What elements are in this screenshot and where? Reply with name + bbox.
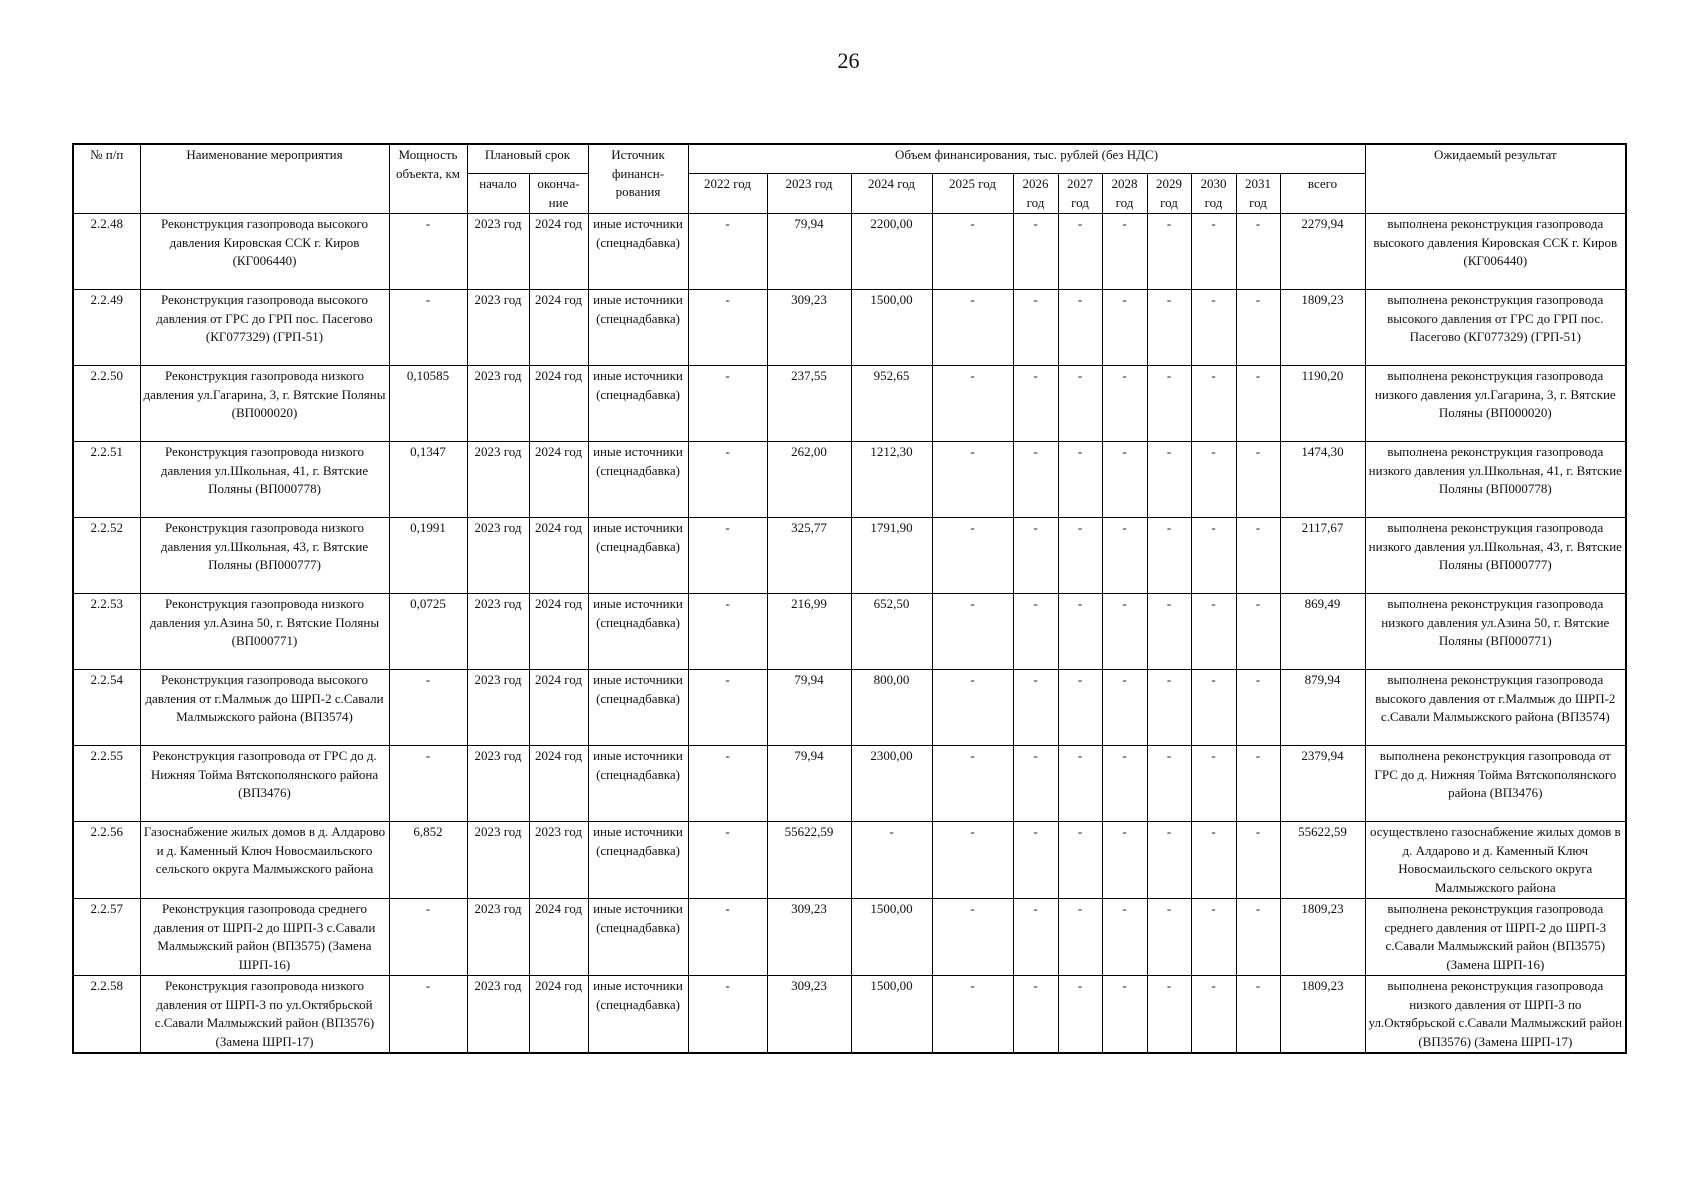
cell-y2023: 262,00 (767, 442, 851, 518)
cell-y2026: - (1013, 214, 1058, 290)
cell-y2024: - (851, 822, 932, 899)
cell-y2023: 216,99 (767, 594, 851, 670)
cell-name: Реконструкция газопровода высокого давления от г.Малмыж до ШРП-2 с.Савали Малмыжского района (ВП3574) (140, 670, 389, 746)
cell-name: Реконструкция газопровода высокого давления Кировская ССК г. Киров (КГ006440) (140, 214, 389, 290)
cell-name: Реконструкция газопровода среднего давления от ШРП-2 до ШРП-3 с.Савали Малмыжский район (ВП3575) (Замена ШРП-16) (140, 899, 389, 976)
cell-y2031: - (1236, 518, 1280, 594)
cell-result: выполнена реконструкция газопровода низкого давления ул.Школьная, 41, г. Вятские Поляны (ВП000778) (1365, 442, 1626, 518)
cell-y2029: - (1147, 746, 1191, 822)
header-start: начало (467, 174, 529, 214)
cell-end: 2023 год (529, 822, 588, 899)
table-row (73, 594, 1626, 670)
cell-total: 879,94 (1280, 670, 1365, 746)
cell-source: иные источники (спецнадбавка) (588, 670, 688, 746)
cell-y2026: - (1013, 670, 1058, 746)
cell-end: 2024 год (529, 214, 588, 290)
cell-y2024: 2300,00 (851, 746, 932, 822)
cell-y2029: - (1147, 670, 1191, 746)
cell-power: - (389, 670, 467, 746)
cell-result: выполнена реконструкция газопровода низкого давления от ШРП-3 по ул.Октябрьской с.Савали Малмыжский район (ВП3576) (Замена ШРП-17) (1365, 976, 1626, 1054)
cell-y2025: - (932, 442, 1013, 518)
cell-start: 2023 год (467, 518, 529, 594)
cell-y2030: - (1191, 822, 1236, 899)
cell-y2028: - (1102, 594, 1147, 670)
cell-y2030: - (1191, 746, 1236, 822)
header-year-2031: 2031 год (1236, 174, 1280, 214)
cell-y2027: - (1058, 290, 1102, 366)
cell-result: выполнена реконструкция газопровода низкого давления ул.Азина 50, г. Вятские Поляны (ВП000771) (1365, 594, 1626, 670)
cell-y2022: - (688, 594, 767, 670)
cell-end: 2024 год (529, 899, 588, 976)
cell-y2029: - (1147, 442, 1191, 518)
cell-end: 2024 год (529, 670, 588, 746)
cell-name: Реконструкция газопровода низкого давления от ШРП-3 по ул.Октябрьской с.Савали Малмыжский район (ВП3576) (Замена ШРП-17) (140, 976, 389, 1054)
cell-y2031: - (1236, 366, 1280, 442)
cell-y2031: - (1236, 976, 1280, 1054)
cell-y2024: 2200,00 (851, 214, 932, 290)
cell-y2024: 652,50 (851, 594, 932, 670)
cell-y2028: - (1102, 366, 1147, 442)
cell-total: 1809,23 (1280, 899, 1365, 976)
cell-y2031: - (1236, 670, 1280, 746)
cell-y2031: - (1236, 442, 1280, 518)
cell-y2029: - (1147, 822, 1191, 899)
table-row (73, 670, 1626, 746)
header-row-1 (73, 144, 1626, 174)
table-row (73, 290, 1626, 366)
cell-y2024: 1500,00 (851, 899, 932, 976)
cell-y2023: 55622,59 (767, 822, 851, 899)
header-source: Источник финансн-рования (588, 144, 688, 214)
table-container (72, 143, 1625, 1054)
header-year-2026: 2026 год (1013, 174, 1058, 214)
cell-end: 2024 год (529, 366, 588, 442)
header-year-2029: 2029 год (1147, 174, 1191, 214)
cell-y2029: - (1147, 214, 1191, 290)
cell-y2031: - (1236, 290, 1280, 366)
header-year-2027: 2027 год (1058, 174, 1102, 214)
cell-name: Реконструкция газопровода низкого давления ул.Школьная, 41, г. Вятские Поляны (ВП000778) (140, 442, 389, 518)
cell-power: - (389, 899, 467, 976)
cell-y2025: - (932, 366, 1013, 442)
cell-y2028: - (1102, 976, 1147, 1054)
cell-power: - (389, 746, 467, 822)
cell-source: иные источники (спецнадбавка) (588, 976, 688, 1054)
cell-y2028: - (1102, 518, 1147, 594)
cell-y2023: 79,94 (767, 670, 851, 746)
table-row (73, 214, 1626, 290)
cell-y2023: 237,55 (767, 366, 851, 442)
cell-y2022: - (688, 899, 767, 976)
cell-y2031: - (1236, 214, 1280, 290)
cell-num: 2.2.58 (73, 976, 140, 1054)
cell-y2030: - (1191, 366, 1236, 442)
cell-y2029: - (1147, 976, 1191, 1054)
cell-source: иные источники (спецнадбавка) (588, 746, 688, 822)
cell-total: 1809,23 (1280, 976, 1365, 1054)
cell-y2024: 1791,90 (851, 518, 932, 594)
cell-result: выполнена реконструкция газопровода от ГРС до д. Нижняя Тойма Вятскополянского района (ВП3476) (1365, 746, 1626, 822)
header-year-2028: 2028 год (1102, 174, 1147, 214)
cell-result: выполнена реконструкция газопровода низкого давления ул.Гагарина, 3, г. Вятские Поляны (ВП000020) (1365, 366, 1626, 442)
cell-result: осуществлено газоснабжение жилых домов в д. Алдарово и д. Каменный Ключ Новосмаильского сельского округа Малмыжского района (1365, 822, 1626, 899)
cell-y2026: - (1013, 594, 1058, 670)
cell-num: 2.2.56 (73, 822, 140, 899)
cell-source: иные источники (спецнадбавка) (588, 214, 688, 290)
cell-power: 0,10585 (389, 366, 467, 442)
cell-y2030: - (1191, 976, 1236, 1054)
table-row (73, 746, 1626, 822)
cell-y2023: 325,77 (767, 518, 851, 594)
cell-y2022: - (688, 670, 767, 746)
cell-y2022: - (688, 822, 767, 899)
cell-y2028: - (1102, 822, 1147, 899)
financing-table (72, 143, 1627, 1054)
cell-y2025: - (932, 214, 1013, 290)
cell-y2027: - (1058, 214, 1102, 290)
cell-y2030: - (1191, 442, 1236, 518)
cell-y2027: - (1058, 976, 1102, 1054)
cell-end: 2024 год (529, 594, 588, 670)
cell-y2030: - (1191, 899, 1236, 976)
cell-y2028: - (1102, 899, 1147, 976)
cell-y2027: - (1058, 518, 1102, 594)
table-row (73, 366, 1626, 442)
cell-y2026: - (1013, 899, 1058, 976)
cell-start: 2023 год (467, 822, 529, 899)
cell-y2031: - (1236, 899, 1280, 976)
cell-y2022: - (688, 518, 767, 594)
cell-y2023: 309,23 (767, 976, 851, 1054)
cell-total: 2279,94 (1280, 214, 1365, 290)
cell-source: иные источники (спецнадбавка) (588, 366, 688, 442)
table-row (73, 899, 1626, 976)
cell-y2025: - (932, 899, 1013, 976)
cell-y2029: - (1147, 290, 1191, 366)
header-year-2024: 2024 год (851, 174, 932, 214)
cell-y2028: - (1102, 670, 1147, 746)
cell-start: 2023 год (467, 746, 529, 822)
cell-num: 2.2.49 (73, 290, 140, 366)
cell-y2026: - (1013, 442, 1058, 518)
cell-num: 2.2.54 (73, 670, 140, 746)
cell-y2022: - (688, 746, 767, 822)
cell-num: 2.2.50 (73, 366, 140, 442)
cell-y2027: - (1058, 670, 1102, 746)
cell-source: иные источники (спецнадбавка) (588, 899, 688, 976)
cell-total: 1809,23 (1280, 290, 1365, 366)
table-row (73, 976, 1626, 1054)
cell-y2026: - (1013, 518, 1058, 594)
cell-start: 2023 год (467, 594, 529, 670)
cell-y2029: - (1147, 366, 1191, 442)
cell-start: 2023 год (467, 290, 529, 366)
cell-y2023: 79,94 (767, 746, 851, 822)
cell-y2024: 1500,00 (851, 290, 932, 366)
header-result: Ожидаемый результат (1365, 144, 1626, 214)
cell-y2026: - (1013, 746, 1058, 822)
cell-num: 2.2.52 (73, 518, 140, 594)
cell-power: 0,0725 (389, 594, 467, 670)
cell-y2027: - (1058, 822, 1102, 899)
cell-result: выполнена реконструкция газопровода среднего давления от ШРП-2 до ШРП-3 с.Савали Малмыжский район (ВП3575) (Замена ШРП-16) (1365, 899, 1626, 976)
cell-y2025: - (932, 746, 1013, 822)
cell-end: 2024 год (529, 976, 588, 1054)
cell-num: 2.2.53 (73, 594, 140, 670)
cell-y2030: - (1191, 518, 1236, 594)
cell-y2027: - (1058, 594, 1102, 670)
cell-num: 2.2.48 (73, 214, 140, 290)
cell-y2031: - (1236, 746, 1280, 822)
cell-y2025: - (932, 290, 1013, 366)
cell-name: Реконструкция газопровода низкого давления ул.Гагарина, 3, г. Вятские Поляны (ВП000020) (140, 366, 389, 442)
table-row (73, 518, 1626, 594)
cell-y2027: - (1058, 899, 1102, 976)
header-year-2030: 2030 год (1191, 174, 1236, 214)
cell-y2027: - (1058, 366, 1102, 442)
cell-total: 1474,30 (1280, 442, 1365, 518)
header-name: Наименование мероприятия (140, 144, 389, 214)
cell-y2031: - (1236, 822, 1280, 899)
cell-name: Газоснабжение жилых домов в д. Алдарово и д. Каменный Ключ Новосмаильского сельского округа Малмыжского района (140, 822, 389, 899)
cell-num: 2.2.51 (73, 442, 140, 518)
cell-source: иные источники (спецнадбавка) (588, 594, 688, 670)
cell-y2024: 952,65 (851, 366, 932, 442)
cell-y2027: - (1058, 746, 1102, 822)
cell-y2029: - (1147, 899, 1191, 976)
cell-result: выполнена реконструкция газопровода высокого давления от ГРС до ГРП пос. Пасегово (КГ077329) (ГРП-51) (1365, 290, 1626, 366)
cell-y2025: - (932, 594, 1013, 670)
header-year-2023: 2023 год (767, 174, 851, 214)
table-header (73, 144, 1626, 214)
cell-name: Реконструкция газопровода от ГРС до д. Нижняя Тойма Вятскополянского района (ВП3476) (140, 746, 389, 822)
cell-y2026: - (1013, 290, 1058, 366)
cell-y2022: - (688, 290, 767, 366)
cell-power: - (389, 214, 467, 290)
cell-total: 2379,94 (1280, 746, 1365, 822)
header-year-2022: 2022 год (688, 174, 767, 214)
table-row (73, 442, 1626, 518)
cell-y2029: - (1147, 518, 1191, 594)
cell-total: 2117,67 (1280, 518, 1365, 594)
cell-y2026: - (1013, 366, 1058, 442)
cell-y2025: - (932, 670, 1013, 746)
cell-y2024: 800,00 (851, 670, 932, 746)
cell-result: выполнена реконструкция газопровода высокого давления от г.Малмыж до ШРП-2 с.Савали Малмыжского района (ВП3574) (1365, 670, 1626, 746)
cell-result: выполнена реконструкция газопровода низкого давления ул.Школьная, 43, г. Вятские Поляны (ВП000777) (1365, 518, 1626, 594)
cell-y2022: - (688, 366, 767, 442)
cell-total: 869,49 (1280, 594, 1365, 670)
page-number: 26 (837, 48, 860, 73)
cell-power: - (389, 976, 467, 1054)
cell-y2025: - (932, 976, 1013, 1054)
table-row (73, 822, 1626, 899)
cell-num: 2.2.55 (73, 746, 140, 822)
cell-y2030: - (1191, 214, 1236, 290)
header-year-2025: 2025 год (932, 174, 1013, 214)
cell-source: иные источники (спецнадбавка) (588, 442, 688, 518)
header-end: оконча-ние (529, 174, 588, 214)
cell-power: 6,852 (389, 822, 467, 899)
cell-y2029: - (1147, 594, 1191, 670)
cell-start: 2023 год (467, 670, 529, 746)
cell-num: 2.2.57 (73, 899, 140, 976)
cell-y2028: - (1102, 214, 1147, 290)
cell-y2030: - (1191, 290, 1236, 366)
cell-y2023: 79,94 (767, 214, 851, 290)
cell-y2031: - (1236, 594, 1280, 670)
cell-power: - (389, 290, 467, 366)
cell-y2024: 1500,00 (851, 976, 932, 1054)
cell-power: 0,1347 (389, 442, 467, 518)
header-num: № п/п (73, 144, 140, 214)
cell-y2025: - (932, 518, 1013, 594)
cell-start: 2023 год (467, 366, 529, 442)
cell-end: 2024 год (529, 518, 588, 594)
cell-y2025: - (932, 822, 1013, 899)
cell-y2023: 309,23 (767, 899, 851, 976)
cell-end: 2024 год (529, 442, 588, 518)
header-total: всего (1280, 174, 1365, 214)
header-power: Мощность объекта, км (389, 144, 467, 214)
cell-y2024: 1212,30 (851, 442, 932, 518)
cell-source: иные источники (спецнадбавка) (588, 822, 688, 899)
cell-source: иные источники (спецнадбавка) (588, 290, 688, 366)
cell-power: 0,1991 (389, 518, 467, 594)
cell-y2030: - (1191, 670, 1236, 746)
cell-end: 2024 год (529, 746, 588, 822)
cell-y2022: - (688, 214, 767, 290)
cell-start: 2023 год (467, 442, 529, 518)
cell-name: Реконструкция газопровода низкого давления ул.Азина 50, г. Вятские Поляны (ВП000771) (140, 594, 389, 670)
cell-y2027: - (1058, 442, 1102, 518)
cell-y2023: 309,23 (767, 290, 851, 366)
cell-result: выполнена реконструкция газопровода высокого давления Кировская ССК г. Киров (КГ006440) (1365, 214, 1626, 290)
cell-source: иные источники (спецнадбавка) (588, 518, 688, 594)
cell-name: Реконструкция газопровода низкого давления ул.Школьная, 43, г. Вятские Поляны (ВП000777) (140, 518, 389, 594)
cell-y2022: - (688, 442, 767, 518)
cell-y2030: - (1191, 594, 1236, 670)
header-period: Плановый срок (467, 144, 588, 174)
header-funding: Объем финансирования, тыс. рублей (без НДС) (688, 144, 1365, 174)
cell-start: 2023 год (467, 976, 529, 1054)
cell-name: Реконструкция газопровода высокого давления от ГРС до ГРП пос. Пасегово (КГ077329) (ГРП-51) (140, 290, 389, 366)
cell-y2028: - (1102, 746, 1147, 822)
table-body (73, 214, 1626, 1054)
cell-start: 2023 год (467, 899, 529, 976)
cell-y2026: - (1013, 976, 1058, 1054)
cell-start: 2023 год (467, 214, 529, 290)
cell-y2026: - (1013, 822, 1058, 899)
cell-y2022: - (688, 976, 767, 1054)
cell-y2028: - (1102, 290, 1147, 366)
cell-total: 1190,20 (1280, 366, 1365, 442)
cell-y2028: - (1102, 442, 1147, 518)
cell-total: 55622,59 (1280, 822, 1365, 899)
cell-end: 2024 год (529, 290, 588, 366)
